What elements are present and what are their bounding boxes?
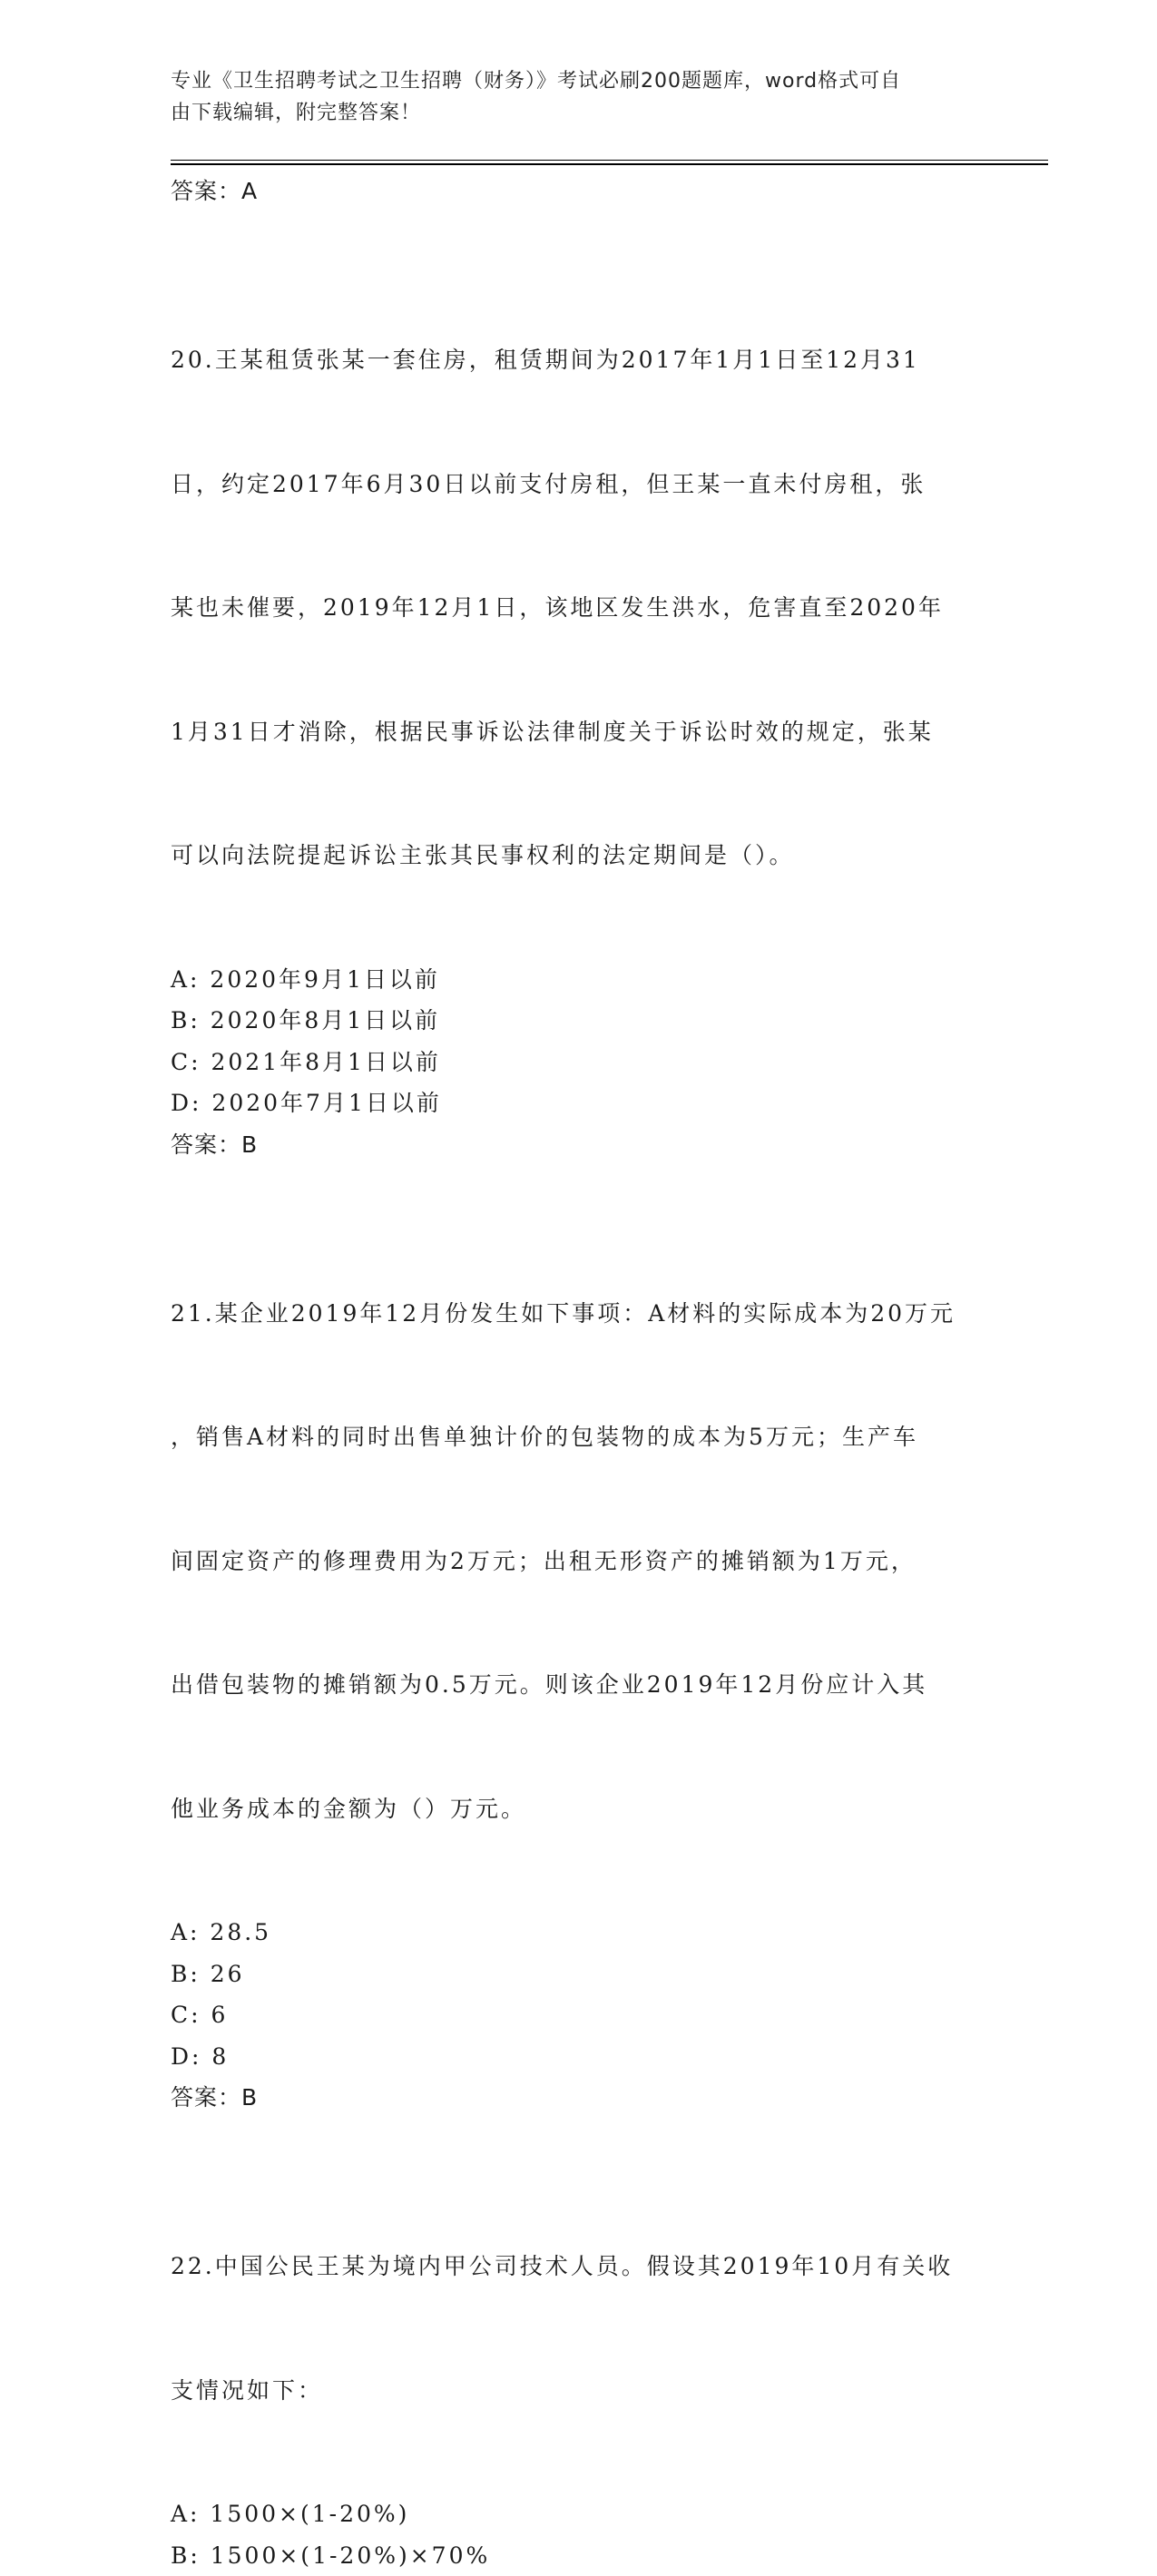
option-d: D: 8 xyxy=(171,2036,987,2078)
question-text-line: 间固定资产的修理费用为2万元；出租无形资产的摊销额为1万元， xyxy=(171,1541,987,1582)
option-a: A: 28.5 xyxy=(171,1912,987,1954)
option-d: D: 2020年7月1日以前 xyxy=(171,1082,987,1124)
header-line-2: 由下载编辑，附完整答案！ xyxy=(171,97,969,129)
option-b: B: 1500×(1-20%)×70% xyxy=(171,2535,987,2576)
option-c: C: 2021年8月1日以前 xyxy=(171,1042,987,1083)
question-text xyxy=(171,1210,987,1913)
document-body xyxy=(171,171,987,2576)
question-text-line: 21.某企业2019年12月份发生如下事项：A材料的实际成本为20万元 xyxy=(171,1293,987,1335)
question-20 xyxy=(171,257,987,1165)
header-divider-thin xyxy=(171,160,1048,161)
question-text xyxy=(171,2163,987,2493)
question-text-line: 日，约定2017年6月30日以前支付房租，但王某一直未付房租，张 xyxy=(171,464,987,505)
question-text xyxy=(171,257,987,959)
header-line-1: 专业《卫生招聘考试之卫生招聘（财务）》考试必刷200题题库，word格式可自 xyxy=(171,65,969,97)
question-text-line: ，销售A材料的同时出售单独计价的包装物的成本为5万元；生产车 xyxy=(171,1416,987,1458)
option-b: B: 2020年8月1日以前 xyxy=(171,1000,987,1042)
answer-line: 答案：A xyxy=(171,171,987,211)
question-text-line: 1月31日才消除，根据民事诉讼法律制度关于诉讼时效的规定，张某 xyxy=(171,711,987,753)
header-divider-thick xyxy=(171,163,1048,165)
answer-line: 答案：B xyxy=(171,1124,987,1165)
option-c: C: 6 xyxy=(171,1994,987,2036)
question-text-line: 支情况如下： xyxy=(171,2370,987,2412)
document-header xyxy=(171,65,969,129)
option-a: A: 2020年9月1日以前 xyxy=(171,959,987,1001)
question-text-line: 可以向法院提起诉讼主张其民事权利的法定期间是（）。 xyxy=(171,835,987,877)
option-a: A: 1500×(1-20%) xyxy=(171,2493,987,2535)
question-text-line: 22.中国公民王某为境内甲公司技术人员。假设其2019年10月有关收 xyxy=(171,2246,987,2287)
question-text-line: 某也未催要，2019年12月1日，该地区发生洪水，危害直至2020年 xyxy=(171,587,987,629)
question-text-line: 出借包装物的摊销额为0.5万元。则该企业2019年12月份应计入其 xyxy=(171,1664,987,1706)
option-b: B: 26 xyxy=(171,1954,987,1995)
question-22 xyxy=(171,2163,987,2576)
question-21 xyxy=(171,1210,987,2119)
question-text-line: 20.王某租赁张某一套住房，租赁期间为2017年1月1日至12月31 xyxy=(171,339,987,381)
answer-line: 答案：B xyxy=(171,2077,987,2118)
question-text-line: 他业务成本的金额为（）万元。 xyxy=(171,1788,987,1830)
